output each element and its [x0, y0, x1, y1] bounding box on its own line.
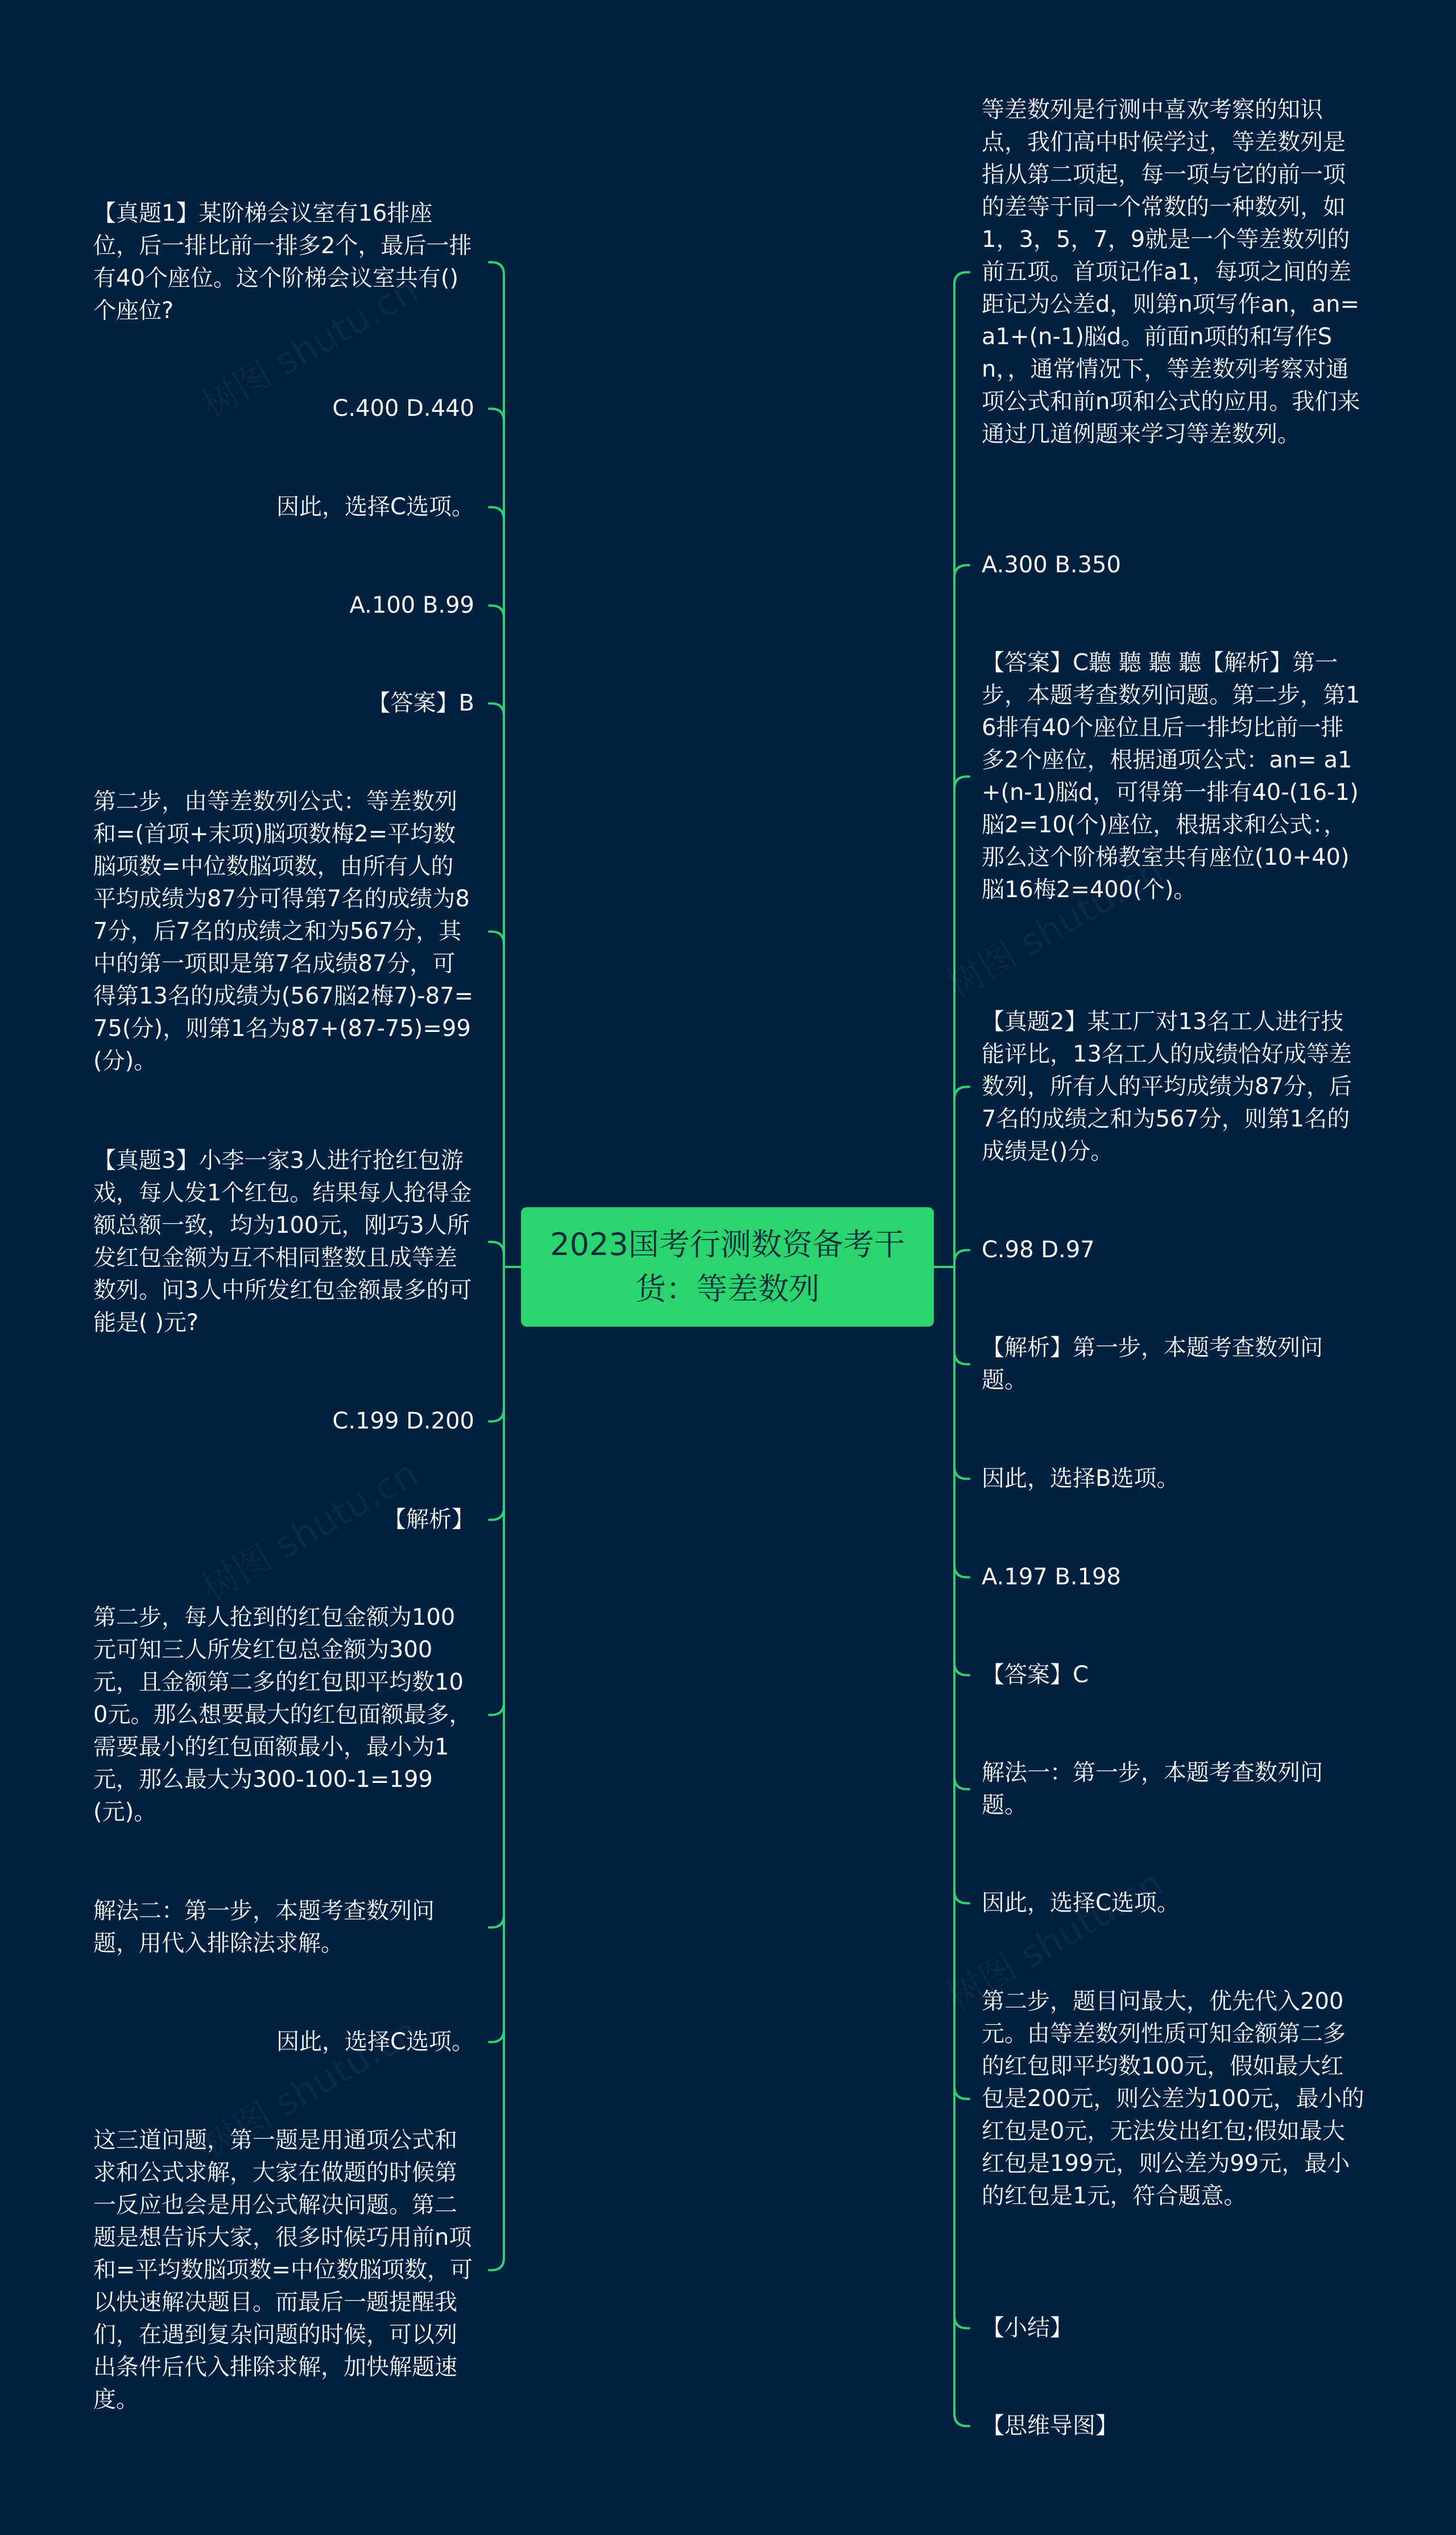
right-node[interactable]: 解法一：第一步，本题考查数列问题。	[982, 1760, 1323, 1818]
left-node[interactable]: 这三道问题，第一题是用通项公式和求和公式求解，大家在做题的时候第一反应也会是用公式解决问题。第二题是想告诉大家，很多时候巧用前n项和=平均数脳项数=中位数脳项数，可以快速解决题目。而最后一题提醒我们，在遇到复杂问题的时候，可以列出条件后代入排除求解，加快解题速度。	[93, 2127, 473, 2413]
root-node[interactable]	[521, 1207, 934, 1327]
right-node[interactable]: A.197 B.198	[982, 1564, 1121, 1590]
left-connector	[489, 1242, 504, 1267]
left-node[interactable]: 第二步，每人抢到的红包金额为100元可知三人所发红包总金额为300元，且金额第二多的红包即平均数100元。那么想要最大的红包面额最多，需要最小的红包面额最小，最小为1元，那么最大为300-100-1=199(元)。	[93, 1604, 472, 1825]
left-connector	[489, 507, 504, 1268]
left-connector	[489, 1267, 504, 1520]
left-connector	[489, 1267, 504, 1927]
left-node[interactable]: 【真题3】小李一家3人进行抢红包游戏，每人发1个红包。结果每人抢得金额总额一致，均为100元，刚巧3人所发红包金额为互不相同整数且成等差数列。问3人中所发红包金额最多的可能是( )元?	[93, 1147, 472, 1336]
right-node[interactable]: A.300 B.350	[982, 552, 1121, 578]
right-connector	[954, 273, 969, 1268]
left-node[interactable]: 【答案】B	[367, 690, 474, 716]
right-node[interactable]: 因此，选择B选项。	[982, 1465, 1180, 1492]
left-connector	[489, 932, 504, 1268]
right-connector	[954, 1267, 969, 1364]
right-node[interactable]: C.98 D.97	[982, 1237, 1095, 1263]
right-node[interactable]: 等差数列是行测中喜欢考察的知识点，我们高中时候学过，等差数列是指从第二项起，每一项与它的前一项的差等于同一个常数的一种数列，如1，3，5，7，9就是一个等差数列的前五项。首项记作a1，每项之间的差距记为公差d，则第n项写作an，an= a1+(n-1)脳d。前面n项的和写作Sn，，通常情况下，等差数列考察对通项公式和前n项和公式的应用。我们来通过几道例题来学习等差数列。	[982, 97, 1360, 447]
left-node[interactable]: 因此，选择C选项。	[276, 2029, 474, 2055]
left-node[interactable]: 因此，选择C选项。	[276, 494, 474, 520]
right-connector	[954, 777, 969, 1267]
right-node[interactable]: 【真题2】某工厂对13名工人进行技能评比，13名工人的成绩恰好成等差数列，所有人的平均成绩为87分，后7名的成绩之和为567分，则第1名的成绩是()分。	[982, 1009, 1352, 1165]
right-node[interactable]: 因此，选择C选项。	[982, 1890, 1180, 1916]
right-connector	[954, 1267, 969, 2099]
left-connector	[489, 1267, 504, 1715]
right-connector	[954, 1250, 969, 1268]
right-node[interactable]: 【思维导图】	[982, 2413, 1118, 2439]
right-connector	[954, 1267, 969, 1479]
left-node[interactable]: 【真题1】某阶梯会议室有16排座位，后一排比前一排多2个，最后一排有40个座位。这个阶梯会议室共有()个座位?	[93, 200, 472, 324]
right-node[interactable]: 第二步，题目问最大，优先代入200元。由等差数列性质可知金额第二多的红包即平均数100元，假如最大红包是200元，则公差为100元，最小的红包是0元，无法发出红包;假如最大红包是199元，则公差为99元，最小的红包是1元，符合题意。	[982, 1988, 1364, 2209]
left-node[interactable]: 解法二：第一步，本题考查数列问题，用代入排除法求解。	[93, 1898, 435, 1956]
right-connector	[954, 1267, 969, 2328]
right-connector	[954, 1267, 969, 1789]
right-connector	[954, 1087, 969, 1268]
left-connector	[489, 1267, 504, 1422]
right-node[interactable]: 【答案】C	[982, 1662, 1089, 1688]
left-node[interactable]: C.199 D.200	[332, 1408, 474, 1434]
left-node[interactable]: 【解析】	[383, 1506, 474, 1533]
right-connector	[954, 1267, 969, 2426]
right-connector	[954, 565, 969, 1268]
left-node[interactable]: C.400 D.440	[332, 395, 474, 422]
right-node[interactable]: 【解析】第一步，本题考查数列问题。	[982, 1335, 1323, 1393]
root-title: 2023国考行测数资备考干货：等差数列	[550, 1227, 905, 1307]
right-connector	[954, 1267, 969, 1675]
right-node[interactable]: 【答案】C聽 聽 聽 聽【解析】第一步，本题考查数列问题。第二步，第16排有40个座位且后一排均比前一排多2个座位，根据通项公式：an= a1+(n-1)脳d，可得第一排有40-(16-1)脳2=10(个)座位，根据求和公式：，那么这个阶梯教室共有座位(10+40)脳16梅2=400(个)。	[982, 650, 1360, 903]
left-connector	[489, 704, 504, 1268]
right-node[interactable]: 【小结】	[982, 2315, 1073, 2341]
left-node[interactable]: 第二步，由等差数列公式：等差数列和=(首项+末项)脳项数梅2=平均数脳项数=中位数脳项数，由所有人的平均成绩为87分可得第7名的成绩为87分，后7名的成绩之和为567分，其中的第一项即是第7名成绩87分，可得第13名的成绩为(567脳2梅7)-87=75(分)，则第1名为87+(87-75)=99(分)。	[93, 788, 474, 1074]
left-connector	[489, 409, 504, 1268]
right-connector	[954, 1267, 969, 1578]
left-node[interactable]: A.100 B.99	[349, 592, 474, 618]
